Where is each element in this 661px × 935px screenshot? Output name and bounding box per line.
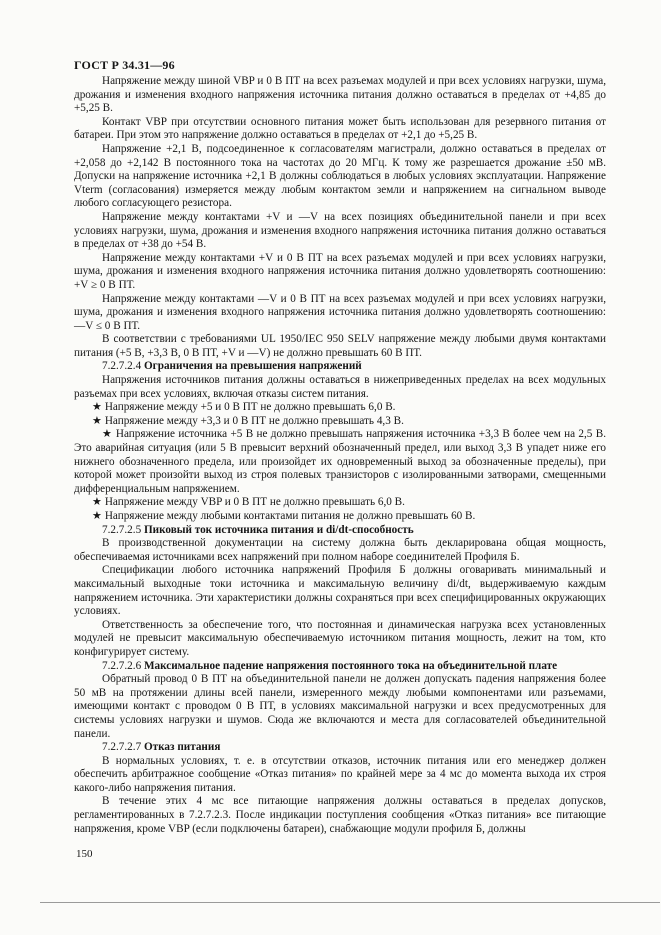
paragraph: Напряжение между контактами +V и 0 В ПТ на всех разъемах модулей и при всех условиях нагрузки, шума, дрожания и изменения входного напряжения источника питания должно удовлетворять соотношению: +V ≥ 0 В ПТ. — [74, 251, 606, 291]
section-number: 7.2.7.2.7 — [102, 741, 142, 754]
section-number: 7.2.7.2.5 — [102, 523, 142, 536]
bottom-rule — [40, 902, 660, 903]
section-heading — [74, 524, 606, 538]
page-number: 150 — [76, 848, 93, 860]
paragraph: Контакт VBP при отсутствии основного питания может быть использован для резервного питания от батареи. При этом это напряжение должно оставаться в пределах от +2,1 до +5,25 В. — [74, 115, 606, 142]
section-heading — [74, 660, 606, 674]
paragraph: Напряжение между шиной VBP и 0 В ПТ на всех разъемах модулей и при всех условиях нагрузки, шума, дрожания и изменения входного напряжения источника питания должно оставаться в пределах от +4,85 до +5,25 В. — [74, 75, 606, 115]
paragraph: Напряжение +2,1 В, подсоединенное к согласователям магистрали, должно оставаться в пределах от +2,058 до +2,142 В постоянного тока на частотах до 20 МГц. К тому же разрешается дрожание ±50 мВ. Допуски на напряжение источника +2,1 В должны соблюдаться в любых условиях эксплуатации. Напряжение Vterm (согласования) измеряется между любым контактом земли и напряжением на сигнальном выводе любого согласующего резистора. — [74, 142, 606, 210]
section-number: 7.2.7.2.4 — [102, 360, 142, 373]
section-number: 7.2.7.2.6 — [102, 659, 142, 672]
list-item: ★ Напряжение между любыми контактами питания не должно превышать 60 В. — [92, 510, 476, 522]
paragraph: Обратный провод 0 В ПТ на объединительной панели не должен допускать падения напряжения более 50 мВ на протяжении длины всей панели, измеренного между любыми компонентами или разъемами, имеющими контакт с проводом 0 В ПТ, в условиях максимальной нагрузки и всех предусмотренных для системы условиях нагрузки и шумов. Сюда же включаются и места для согласователей объединительной панели. — [74, 673, 606, 740]
section-title: Максимальное падение напряжения постоянного тока на объединительной плате — [143, 659, 558, 672]
paragraph: В течение этих 4 мс все питающие напряжения должны оставаться в пределах допусков, регламентированных в 7.2.7.2.3. После индикации поступления сообщения «Отказ питания» все питающие напряжения, кроме VBP (если подключены батареи), снабжающие модули профиля Б, должны — [74, 795, 606, 835]
document-body — [74, 75, 606, 836]
list-item: ★ Напряжение источника +5 В не должно превышать напряжения источника +3,3 В более чем на 2,5 В. Это аварийная ситуация (или 5 В превысит верхний обозначенный предел, или выход 3,3 В упадет ниже его нижнего обозначенного предела, или произойдет их одновременный выход за обозначенные пределы), при которой может произойти выход из строя полевых транзисторов с изолированными затворами, смещенными дифференциальным напряжением. — [74, 428, 606, 495]
list-item: ★ Напряжение между VBP и 0 В ПТ не должно превышать 6,0 В. — [92, 496, 405, 509]
paragraph: Напряжения источников питания должны оставаться в нижеприведенных пределах на всех модульных разъемах при всех условиях, включая отказы систем питания. — [74, 374, 606, 400]
paragraph: Напряжение между контактами +V и —V на всех позициях объединительной панели и при всех условиях нагрузки, шума, дрожания и изменения входного напряжения источника питания должно оставаться в пределах от +38 до +54 В. — [74, 210, 606, 251]
paragraph: В соответствии с требованиями UL 1950/IEC 950 SELV напряжение между любыми двумя контактами питания (+5 В, +3,3 В, 0 В ПТ, +V и —V) не должно превышать 60 В ПТ. — [74, 333, 606, 359]
list-item: ★ Напряжение между +3,3 и 0 В ПТ не должно превышать 4,3 В. — [92, 414, 404, 427]
section-title: Пиковый ток источника питания и di/dt-способность — [143, 523, 414, 536]
paragraph: Спецификации любого источника напряжений Профиля Б должны оговаривать минимальный и максимальный выходные токи источника и максимальную величину di/dt, выдерживаемую каждым напряжением источника. Эти характеристики должны сохраняться при всех специфицированных окружающих условиях. — [74, 564, 606, 618]
section-heading — [74, 360, 606, 374]
paragraph: В производственной документации на систему должна быть декларирована общая мощность, обеспечиваемая источниками всех напряжений при полном наборе соединителей Профиля Б. — [74, 537, 606, 563]
paragraph: Напряжение между контактами —V и 0 В ПТ на всех разъемах модулей и при всех условиях нагрузки, шума, дрожания и изменения входного напряжения источника питания должно удовлетворять соотношению: —V ≤ 0 В ПТ. — [74, 292, 606, 332]
document-header: ГОСТ Р 34.31—96 — [74, 58, 175, 72]
paragraph: Ответственность за обеспечение того, что постоянная и динамическая нагрузка всех установленных модулей не превысит максимальную обеспечиваемую источником питания мощность, лежит на том, кто конфигурирует систему. — [74, 618, 606, 658]
list-item: ★ Напряжение между +5 и 0 В ПТ не должно превышать 6,0 В. — [92, 401, 396, 414]
paragraph: В нормальных условиях, т. е. в отсутствии отказов, источник питания или его менеджер должен обеспечить арбитражное сообщение «Отказ питания» по крайней мере за 4 мс до момента выхода их строя какого-либо напряжения питания. — [74, 754, 606, 794]
section-title: Отказ питания — [143, 741, 221, 754]
section-title: Ограничения на превышения напряжений — [143, 360, 362, 373]
section-heading — [74, 741, 606, 755]
